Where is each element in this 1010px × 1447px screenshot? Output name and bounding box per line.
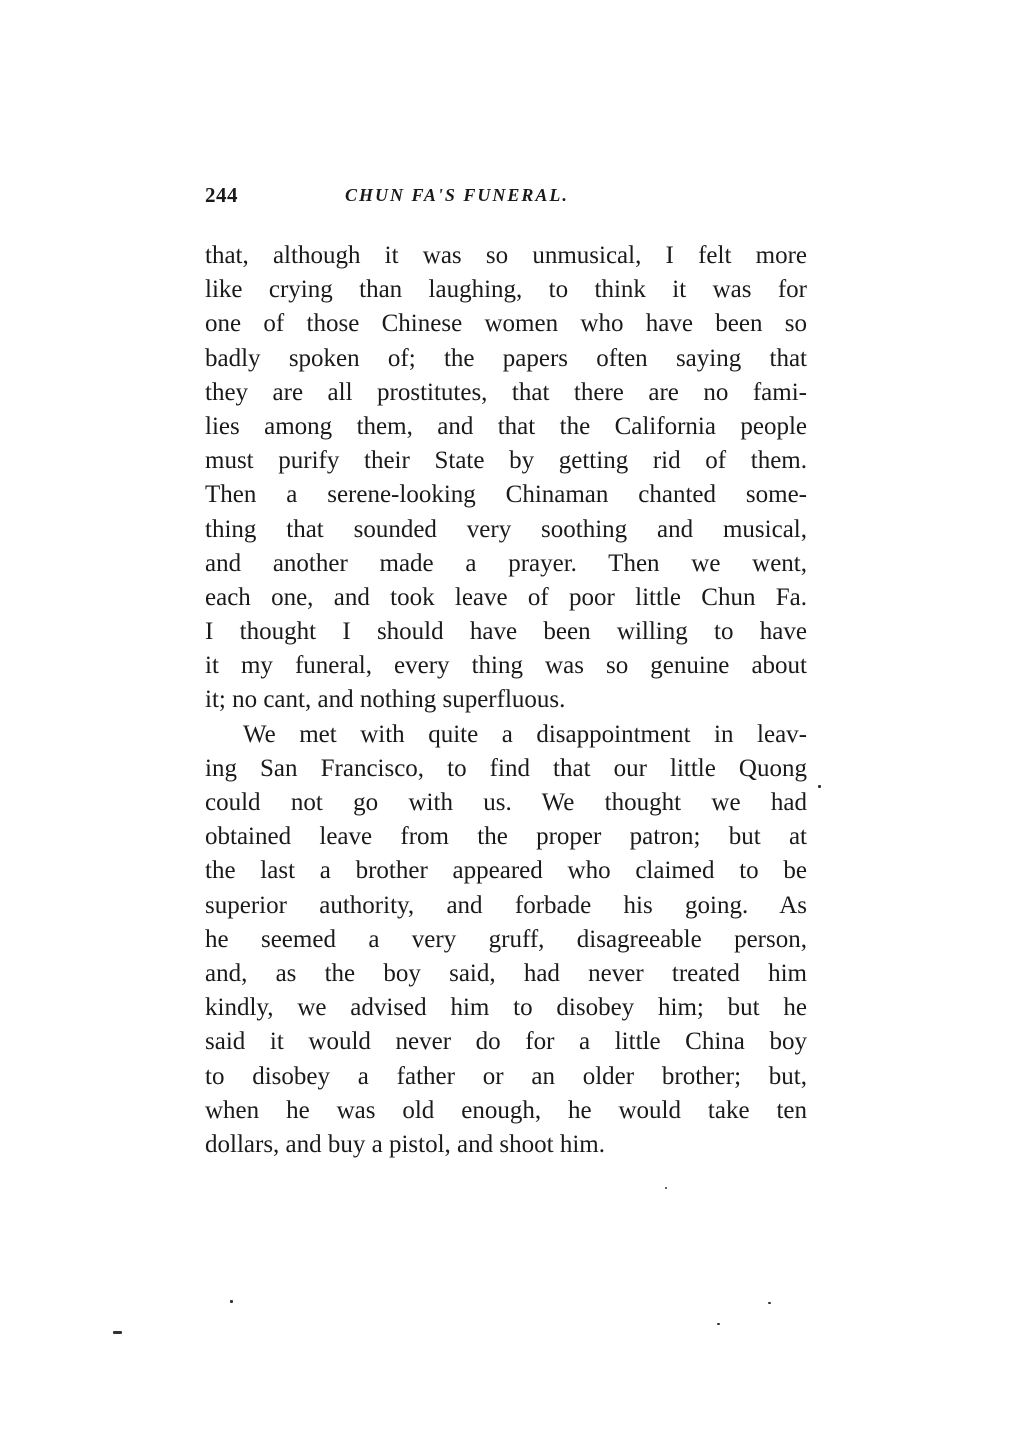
body-text: [205, 239, 807, 1162]
scan-speck: [113, 1331, 122, 1334]
text-line: when he was old enough, he would take ten: [205, 1096, 807, 1124]
scan-speck: [768, 1302, 771, 1304]
text-line: Then a serene-looking Chinaman chanted some-: [205, 481, 807, 509]
text-line: and, as the boy said, had never treated him: [205, 959, 807, 987]
text-line: to disobey a father or an older brother; but,: [205, 1062, 807, 1090]
text-line: thing that sounded very soothing and musical,: [205, 515, 807, 543]
text-line: it my funeral, every thing was so genuine about: [205, 652, 807, 680]
scan-speck: [818, 785, 821, 788]
text-line: and another made a prayer. Then we went,: [205, 549, 807, 577]
text-line: that, although it was so unmusical, I felt more: [205, 242, 807, 269]
text-line: obtained leave from the proper patron; but at: [205, 823, 807, 851]
text-line: one of those Chinese women who have been so: [205, 310, 807, 338]
text-line: he seemed a very gruff, disagreeable person,: [205, 925, 807, 953]
text-line: could not go with us. We thought we had: [205, 789, 807, 816]
text-line: said it would never do for a little China boy: [205, 1028, 807, 1056]
text-line: ing San Francisco, to find that our little Quong: [205, 754, 807, 782]
text-line: they are all prostitutes, that there are no fami-: [205, 378, 807, 406]
text-line: dollars, and buy a pistol, and shoot him.: [205, 1130, 605, 1158]
text-line: badly spoken of; the papers often saying that: [205, 344, 807, 372]
text-line: I thought I should have been willing to have: [205, 618, 807, 646]
text-line: We met with quite a disappointment in leav-: [243, 720, 807, 748]
paragraph-1: [205, 239, 807, 718]
text-line: must purify their State by getting rid of them.: [205, 447, 807, 475]
page-header: [205, 183, 805, 213]
text-line: superior authority, and forbade his going. As: [205, 891, 807, 919]
text-line: the last a brother appeared who claimed to be: [205, 857, 807, 885]
running-title: CHUN FA'S FUNERAL.: [345, 185, 569, 205]
text-line: each one, and took leave of poor little Chun Fa.: [205, 583, 807, 611]
scan-speck: [230, 1300, 233, 1303]
text-line: kindly, we advised him to disobey him; but he: [205, 994, 807, 1022]
text-line: it; no cant, and nothing superfluous.: [205, 686, 566, 714]
page-number: 244: [205, 183, 238, 207]
text-line: lies among them, and that the California people: [205, 412, 807, 440]
text-line: like crying than laughing, to think it was for: [205, 276, 807, 304]
paragraph-2: [205, 718, 807, 1162]
scan-speck: [665, 1187, 667, 1189]
scan-speck: [717, 1323, 720, 1325]
